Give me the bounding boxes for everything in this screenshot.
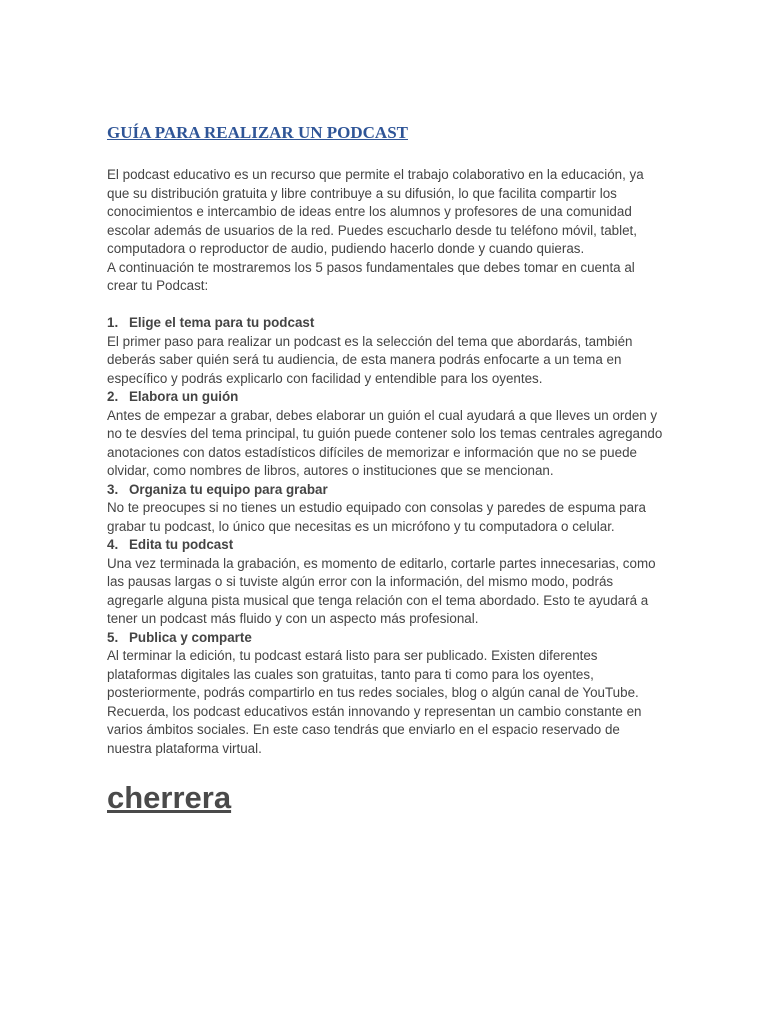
step-text: Antes de empezar a grabar, debes elaborar un guión el cual ayudará a que lleves un orden y no te desvíes del tema principal, tu guión puede contener solo los temas centrales agregando anotaciones con datos estadísticos difíciles de memorizar e información que no se puede olvidar, como nombres de libros, autores o instituciones que se mencionan. bbox=[107, 407, 663, 478]
step-heading bbox=[107, 536, 667, 555]
step-text: El primer paso para realizar un podcast es la selección del tema que abordarás, también deberás saber quién será tu audiencia, de esta manera podrás enfocarte a un tema en específico y podrás explicarlo con facilidad y entendible para los oyentes. bbox=[107, 333, 633, 386]
intro-section bbox=[107, 166, 667, 296]
step-text: Al terminar la edición, tu podcast estará listo para ser publicado. Existen diferentes plataformas digitales las cuales son gratuitas, tanto para ti como para los oyentes, posteriormente, podrás compartirlo en tus redes sociales, blog o algún canal de YouTube. Recuerda, los podcast educativos están innovando y representan un cambio constante en varios ámbitos sociales. En este caso tendrás que enviarlo en el espacio reservado de nuestra plataforma virtual. bbox=[107, 648, 642, 756]
step-number: 4. bbox=[107, 537, 119, 552]
step-title: Edita tu podcast bbox=[129, 537, 234, 552]
step-title: Publica y comparte bbox=[129, 629, 252, 645]
step-item bbox=[107, 314, 667, 388]
step-heading bbox=[107, 629, 667, 648]
step-item bbox=[107, 481, 667, 537]
step-title: Elabora un guión bbox=[129, 389, 239, 404]
step-number: 5. bbox=[107, 629, 119, 645]
step-number: 1. bbox=[107, 315, 119, 330]
step-text: No te preocupes si no tienes un estudio equipado con consolas y paredes de espuma para grabar tu podcast, lo único que necesitas es un micrófono y tu computadora o celular. bbox=[107, 500, 646, 534]
step-heading bbox=[107, 314, 667, 333]
step-item bbox=[107, 629, 667, 759]
document-title: GUÍA PARA REALIZAR UN PODCAST bbox=[107, 123, 408, 142]
step-number: 2. bbox=[107, 389, 119, 404]
author-signature: cherrera bbox=[107, 780, 232, 815]
document-page bbox=[107, 122, 667, 818]
step-number: 3. bbox=[107, 481, 119, 497]
step-title: Elige el tema para tu podcast bbox=[129, 315, 315, 330]
step-heading bbox=[107, 481, 667, 500]
intro-paragraph: El podcast educativo es un recurso que permite el trabajo colaborativo en la educación, ya que su distribución gratuita y libre contribuye a su difusión, lo que facilita compartir los conocimientos e intercambio de ideas entre los alumnos y profesores de una comunidad escolar además de usuarios de la red. Puedes escucharlo desde tu teléfono móvil, tablet, computadora o reproductor de audio, pudiendo hacerlo donde y cuando quieras. bbox=[107, 167, 644, 256]
spacer bbox=[107, 296, 667, 315]
step-heading bbox=[107, 388, 667, 407]
step-text: Una vez terminada la grabación, es momento de editarlo, cortarle partes innecesarias, como las pausas largas o si tuviste algún error con la información, del mismo modo, podrás agregarle alguna pista musical que tenga relación con el tema abordado. Esto te ayudará a tener un podcast más fluido y con un aspecto más profesional. bbox=[107, 555, 656, 626]
steps-list bbox=[107, 314, 667, 758]
step-title: Organiza tu equipo para grabar bbox=[129, 481, 328, 497]
step-item bbox=[107, 536, 667, 629]
intro-paragraph: A continuación te mostraremos los 5 pasos fundamentales que debes tomar en cuenta al crear tu Podcast: bbox=[107, 259, 635, 293]
step-item bbox=[107, 388, 667, 481]
